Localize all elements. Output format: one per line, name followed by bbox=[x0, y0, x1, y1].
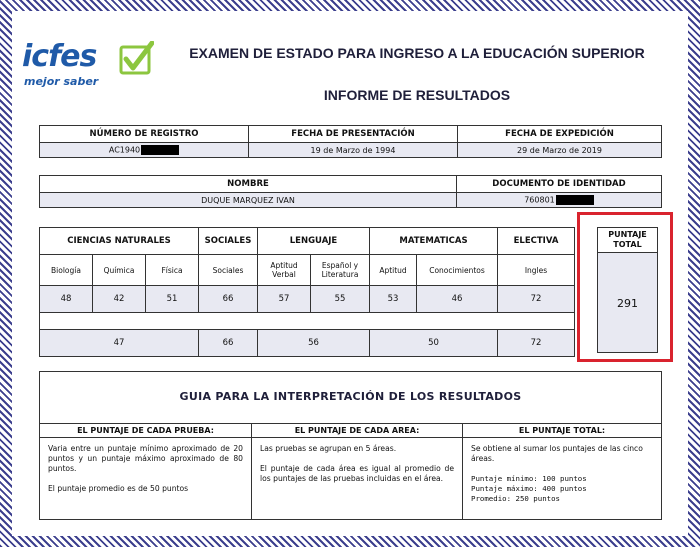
guia-total-promedio: Promedio: 250 puntos bbox=[471, 494, 560, 503]
guia-col-total-text: Se obtiene al sumar los puntajes de las cinco áreas. bbox=[471, 444, 643, 463]
puntaje-total-value: 291 bbox=[597, 252, 658, 353]
area-ciencias-naturales: CIENCIAS NATURALES bbox=[40, 228, 199, 255]
area-sociales: SOCIALES bbox=[199, 228, 258, 255]
guia-col-prueba-promedio: El puntaje promedio es de 50 puntos bbox=[48, 484, 189, 493]
puntaje-conocimientos: 46 bbox=[417, 286, 498, 313]
prueba-quimica: Química bbox=[93, 255, 146, 286]
puntaje-aptitud-verbal: 57 bbox=[258, 286, 311, 313]
guia-col-prueba-body bbox=[40, 438, 251, 510]
puntaje-ingles: 72 bbox=[498, 286, 575, 313]
puntaje-area-matematicas: 50 bbox=[370, 330, 498, 357]
spacer-row bbox=[40, 313, 575, 330]
fecha-expedicion-label: FECHA DE EXPEDICIÓN bbox=[458, 126, 662, 143]
area-lenguaje: LENGUAJE bbox=[258, 228, 370, 255]
guia-col-prueba-text: Varia entre un puntaje mínimo aproximado de 20 puntos y un puntaje máximo aproximado de 80 puntos. bbox=[48, 444, 243, 473]
documento-label: DOCUMENTO DE IDENTIDAD bbox=[457, 176, 662, 193]
documento-cell bbox=[457, 193, 662, 208]
puntaje-espanol: 55 bbox=[311, 286, 370, 313]
prueba-biologia: Biología bbox=[40, 255, 93, 286]
fecha-presentacion-value: 19 de Marzo de 1994 bbox=[249, 143, 458, 158]
fecha-presentacion-label: FECHA DE PRESENTACIÓN bbox=[249, 126, 458, 143]
guia-col-total-body bbox=[463, 438, 661, 510]
logo-tagline: mejor saber bbox=[24, 75, 99, 88]
area-matematicas: MATEMATICAS bbox=[370, 228, 498, 255]
numero-registro-label: NÚMERO DE REGISTRO bbox=[40, 126, 249, 143]
guia-col-total-header: EL PUNTAJE TOTAL: bbox=[463, 424, 661, 438]
prueba-aptitud-verbal: Aptitud Verbal bbox=[258, 255, 311, 286]
prueba-conocimientos: Conocimientos bbox=[417, 255, 498, 286]
guia-col-area bbox=[252, 423, 463, 519]
redaction-bar bbox=[141, 145, 179, 155]
guia-title: GUIA PARA LA INTERPRETACIÓN DE LOS RESULTADOS bbox=[179, 390, 522, 403]
area-electiva: ELECTIVA bbox=[498, 228, 575, 255]
puntaje-total-label: PUNTAJE TOTAL bbox=[597, 227, 658, 253]
prueba-aptitud: Aptitud bbox=[370, 255, 417, 286]
puntaje-area-lenguaje: 56 bbox=[258, 330, 370, 357]
puntaje-area-ciencias: 47 bbox=[40, 330, 199, 357]
numero-registro-value: AC1940 bbox=[108, 145, 141, 155]
prueba-fisica: Física bbox=[146, 255, 199, 286]
check-icon bbox=[118, 41, 154, 77]
puntaje-area-sociales: 66 bbox=[199, 330, 258, 357]
registro-table bbox=[39, 125, 662, 158]
guia-col-prueba bbox=[40, 423, 252, 519]
puntaje-sociales: 66 bbox=[199, 286, 258, 313]
nombre-label: NOMBRE bbox=[40, 176, 457, 193]
fecha-expedicion-value: 29 de Marzo de 2019 bbox=[458, 143, 662, 158]
puntaje-quimica: 42 bbox=[93, 286, 146, 313]
guia-total-max: Puntaje máximo: 400 puntos bbox=[471, 484, 587, 493]
puntaje-biologia: 48 bbox=[40, 286, 93, 313]
prueba-ingles: Ingles bbox=[498, 255, 575, 286]
nombre-value: DUQUE MARQUEZ IVAN bbox=[40, 193, 457, 208]
document-title: EXAMEN DE ESTADO PARA INGRESO A LA EDUCACIÓN SUPERIOR bbox=[189, 45, 645, 61]
guia-col-total bbox=[463, 423, 661, 519]
guia-col-prueba-header: EL PUNTAJE DE CADA PRUEBA: bbox=[40, 424, 251, 438]
prueba-sociales: Sociales bbox=[199, 255, 258, 286]
puntaje-fisica: 51 bbox=[146, 286, 199, 313]
guia-total-min: Puntaje mínimo: 100 puntos bbox=[471, 474, 587, 483]
redaction-bar bbox=[556, 195, 594, 205]
persona-table bbox=[39, 175, 662, 208]
resultados-table bbox=[39, 227, 575, 357]
puntaje-aptitud: 53 bbox=[370, 286, 417, 313]
icfes-logo bbox=[22, 39, 162, 99]
guia-col-area-header: EL PUNTAJE DE CADA AREA: bbox=[252, 424, 462, 438]
guia-col-area-text1: Las pruebas se agrupan en 5 áreas. bbox=[260, 444, 397, 453]
logo-brand: icfes bbox=[22, 39, 97, 74]
guia-col-area-body bbox=[252, 438, 462, 500]
prueba-espanol: Español y Literatura bbox=[311, 255, 370, 286]
puntaje-area-electiva: 72 bbox=[498, 330, 575, 357]
guia-section bbox=[39, 371, 662, 520]
document-subtitle: INFORME DE RESULTADOS bbox=[323, 87, 511, 103]
numero-registro-cell bbox=[40, 143, 249, 158]
guia-columns bbox=[40, 423, 661, 519]
guia-col-area-text2: El puntaje de cada área es igual al promedio de los puntajes de las pruebas incluidas en el área. bbox=[260, 464, 454, 483]
document-body bbox=[12, 11, 688, 536]
documento-value: 760801 bbox=[524, 195, 555, 205]
